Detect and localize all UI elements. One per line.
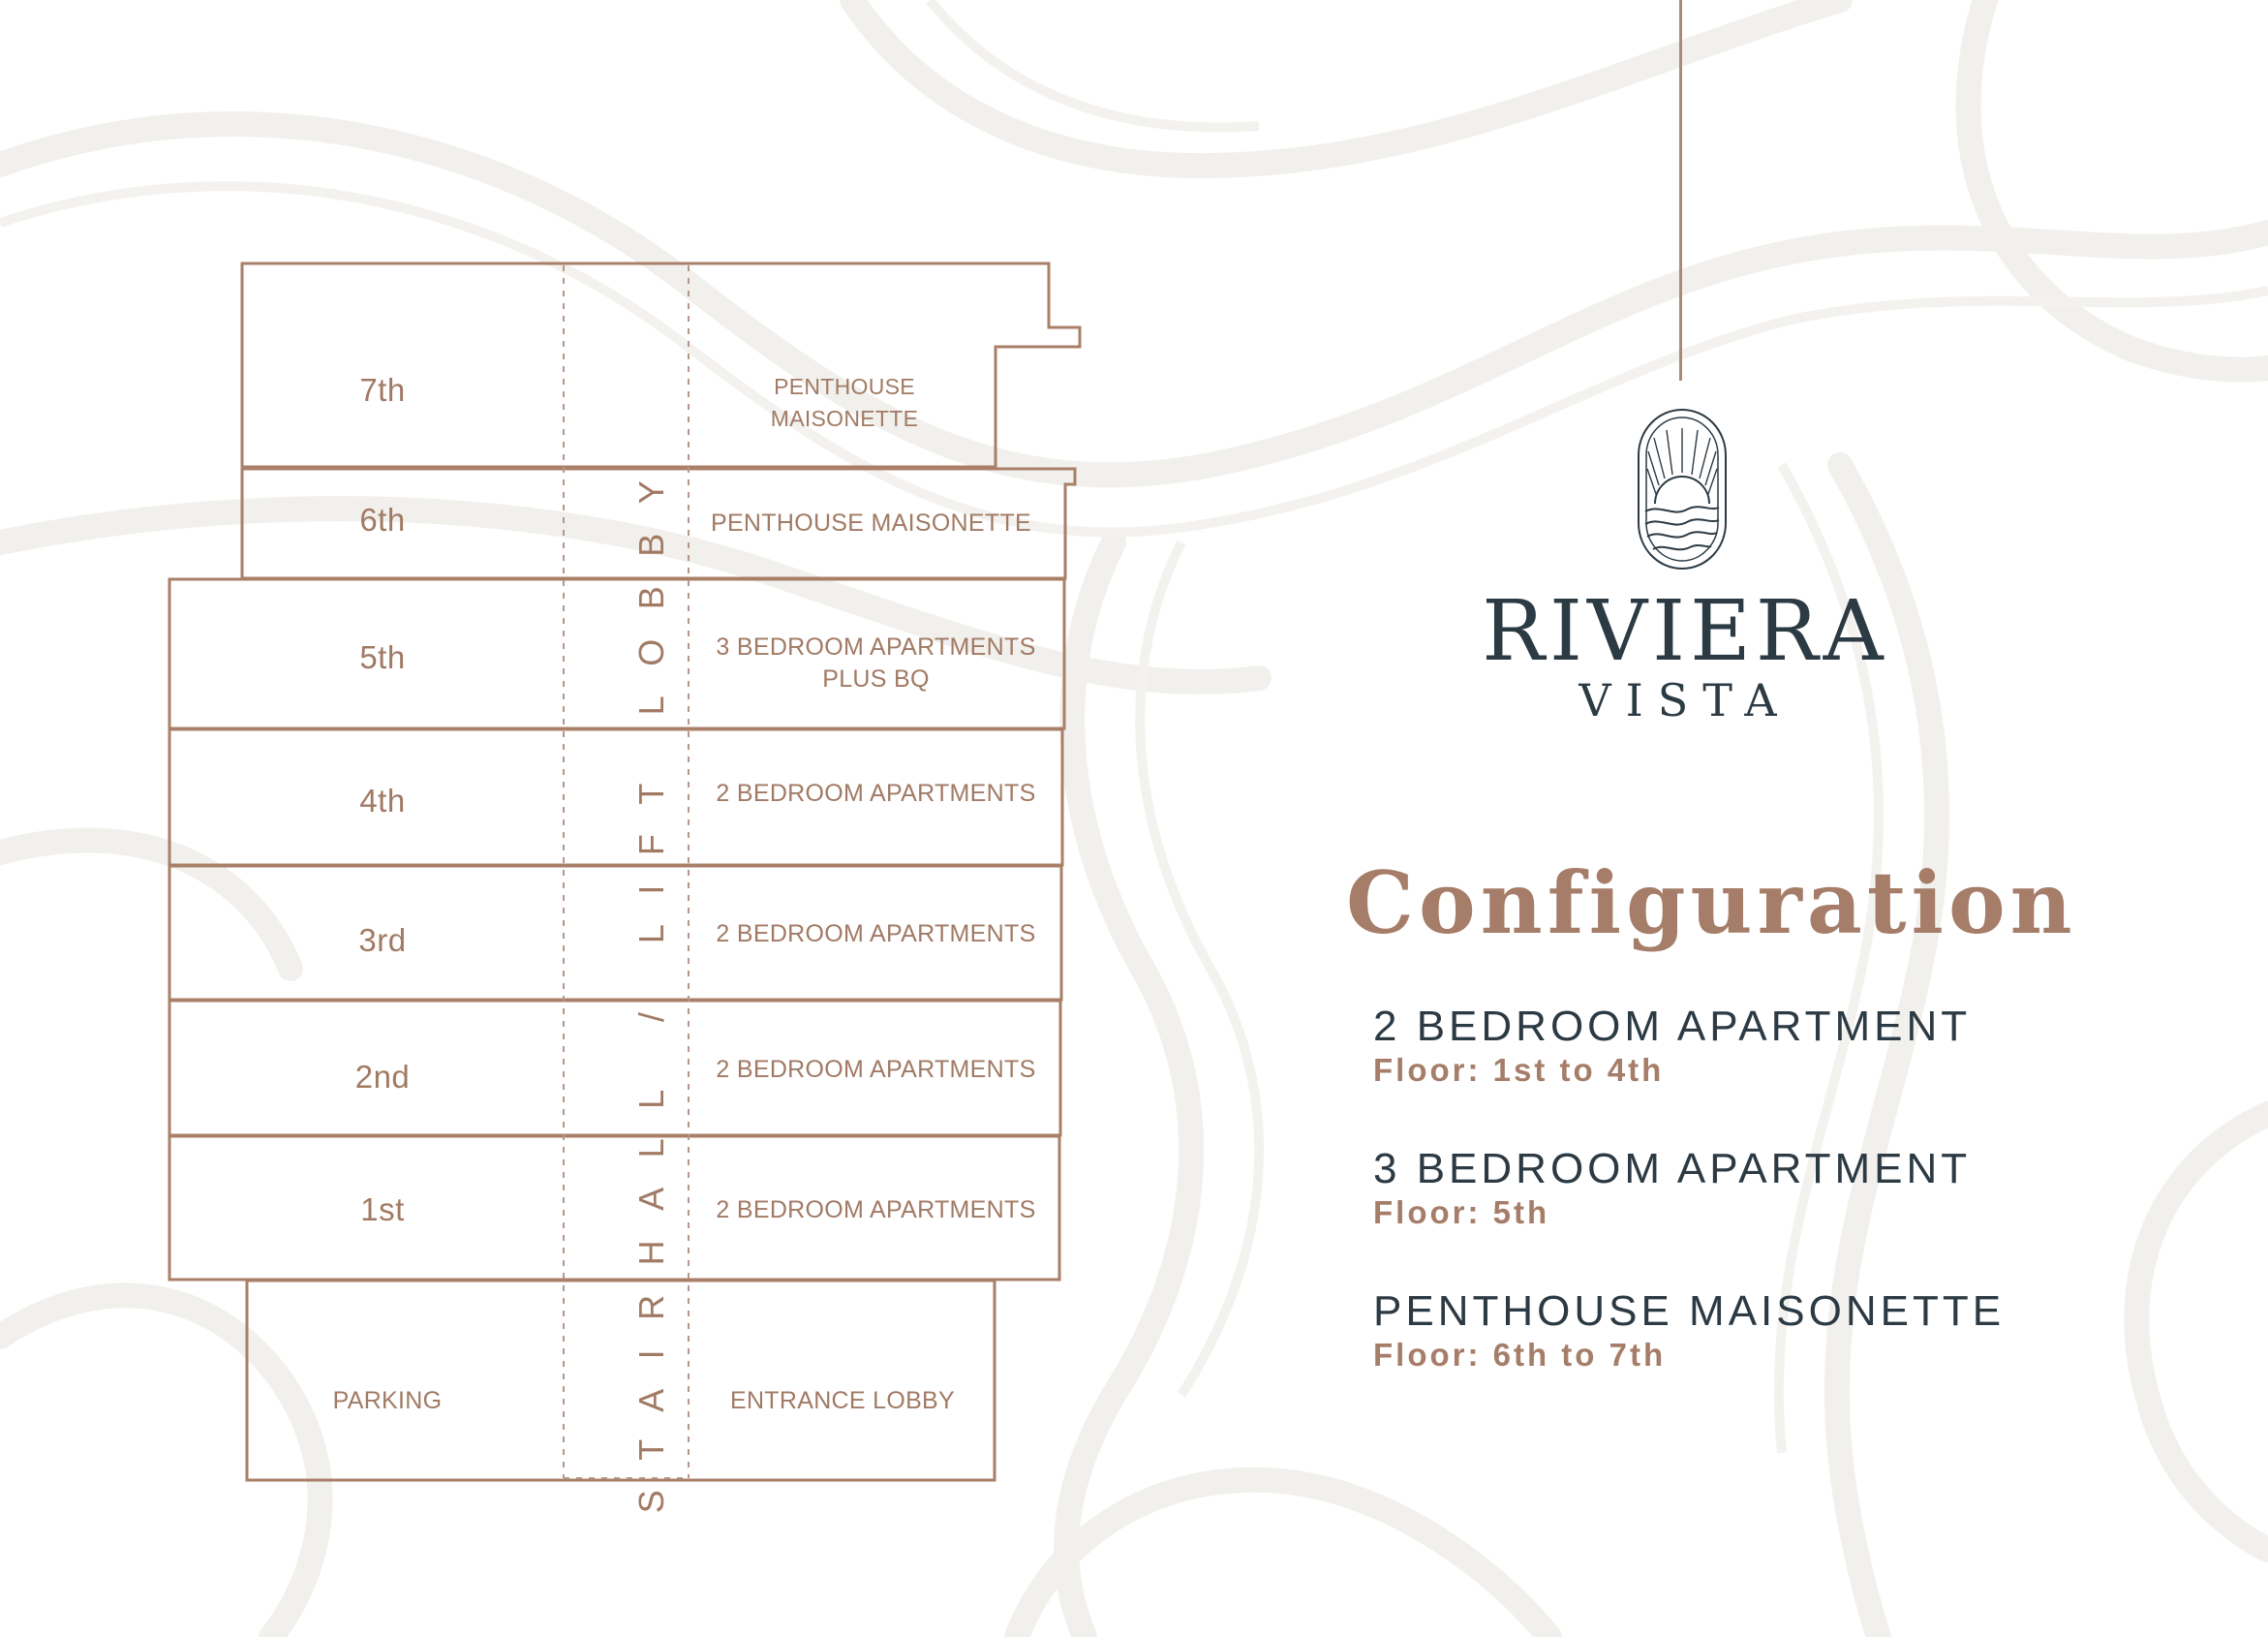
- floor-use-3: 2 BEDROOM APARTMENTS: [716, 920, 1036, 947]
- floor-use-5-line1: 3 BEDROOM APARTMENTS: [716, 633, 1036, 661]
- brand-name-line2: VISTA: [1578, 674, 1792, 726]
- ground-left-label: PARKING: [332, 1387, 443, 1414]
- config-item-name: 3 BEDROOM APARTMENT: [1373, 1145, 1972, 1192]
- config-item-name: PENTHOUSE MAISONETTE: [1373, 1287, 2006, 1335]
- config-item-name: 2 BEDROOM APARTMENT: [1373, 1003, 1972, 1050]
- floor-use-2: 2 BEDROOM APARTMENTS: [716, 1056, 1036, 1083]
- floor-7-outline: [242, 263, 1080, 467]
- sun-over-waves-emblem-icon: [1634, 407, 1731, 571]
- brand-name-line1: RIVIERA: [1482, 583, 1888, 680]
- floor-use-1: 2 BEDROOM APARTMENTS: [716, 1196, 1036, 1223]
- config-item-floor: Floor: 5th: [1373, 1194, 1550, 1230]
- config-item: [1373, 1287, 2005, 1374]
- configuration-title: Configuration: [1346, 852, 2077, 953]
- ground-floor-outline: [247, 1281, 995, 1480]
- core-label-text: STAIRHALL / LIFT LOBBY: [631, 450, 671, 1514]
- floor-level-5: 5th: [359, 639, 406, 675]
- config-item-floor: Floor: 1st to 4th: [1373, 1052, 1665, 1088]
- floor-level-2: 2nd: [354, 1059, 411, 1095]
- brand-hanging-line: [1679, 0, 1682, 381]
- config-item: [1373, 1145, 1971, 1232]
- config-item-floor: Floor: 6th to 7th: [1373, 1337, 1667, 1373]
- floor-use-5-line2: PLUS BQ: [822, 665, 930, 693]
- floor-level-7: 7th: [359, 372, 406, 408]
- config-item: [1373, 1003, 1971, 1090]
- floor-use-4: 2 BEDROOM APARTMENTS: [716, 780, 1036, 807]
- floor-use-7: PENTHOUSE MAISONETTE: [770, 374, 919, 431]
- floor-level-4: 4th: [359, 783, 406, 818]
- floor-level-6: 6th: [359, 502, 406, 538]
- ground-right-label: ENTRANCE LOBBY: [729, 1387, 956, 1414]
- floor-use-6: PENTHOUSE MAISONETTE: [710, 510, 1032, 537]
- floor-level-3: 3rd: [358, 922, 407, 958]
- floor-level-1: 1st: [360, 1191, 405, 1227]
